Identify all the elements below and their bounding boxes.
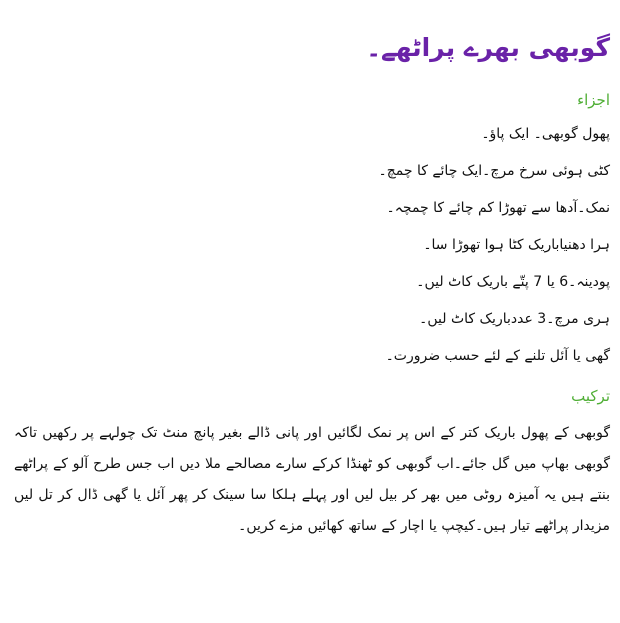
ingredient-item: کٹی ہوئی سرخ مرچ۔ایک چائے کا چمچ۔	[378, 163, 610, 179]
method-heading: ترکیب	[571, 387, 610, 405]
ingredient-item: ہرا دھنیاباریک کٹا ہوا تھوڑا سا۔	[423, 237, 610, 253]
ingredient-item: پھول گوبھی۔ ایک پاؤ۔	[481, 126, 610, 142]
ingredient-item: نمک۔آدھا سے تھوڑا کم چائے کا چمچہ۔	[386, 200, 610, 216]
ingredient-item: گھی یا آئل تلنے کے لئے حسب ضرورت۔	[385, 348, 610, 364]
recipe-title: گوبھی بھرے پراٹھے۔	[366, 33, 610, 62]
ingredient-item: پودینہ۔6 یا 7 پتّے باریک کاٹ لیں۔	[416, 274, 610, 290]
ingredients-list	[379, 120, 610, 379]
method-paragraph: گوبھی کے پھول باریک کتر کے اس پر نمک لگائیں اور پانی ڈالے بغیر پانچ منٹ تک چولہے پر رکھیں تاکہ گوبھی بھاپ میں گل جائے۔اب گوبھی کو ٹھنڈا کرکے سارے مصالحے ملا دیں اب جس طرح آلو کے پراٹھے بنتے ہیں یہ آمیزہ روٹی میں بھر کر بیل لیں اور پہلے ہلکا سا سینک کر پھر آئل یا گھی ڈال کر تل لیں مزیدار پراٹھے تیار ہیں۔کیچپ یا اچار کے ساتھ کھائیں مزے کریں۔	[14, 425, 610, 534]
ingredient-item: ہری مرچ۔3 عددباریک کاٹ لیں۔	[419, 311, 610, 327]
ingredients-heading: اجزاء	[577, 91, 610, 109]
